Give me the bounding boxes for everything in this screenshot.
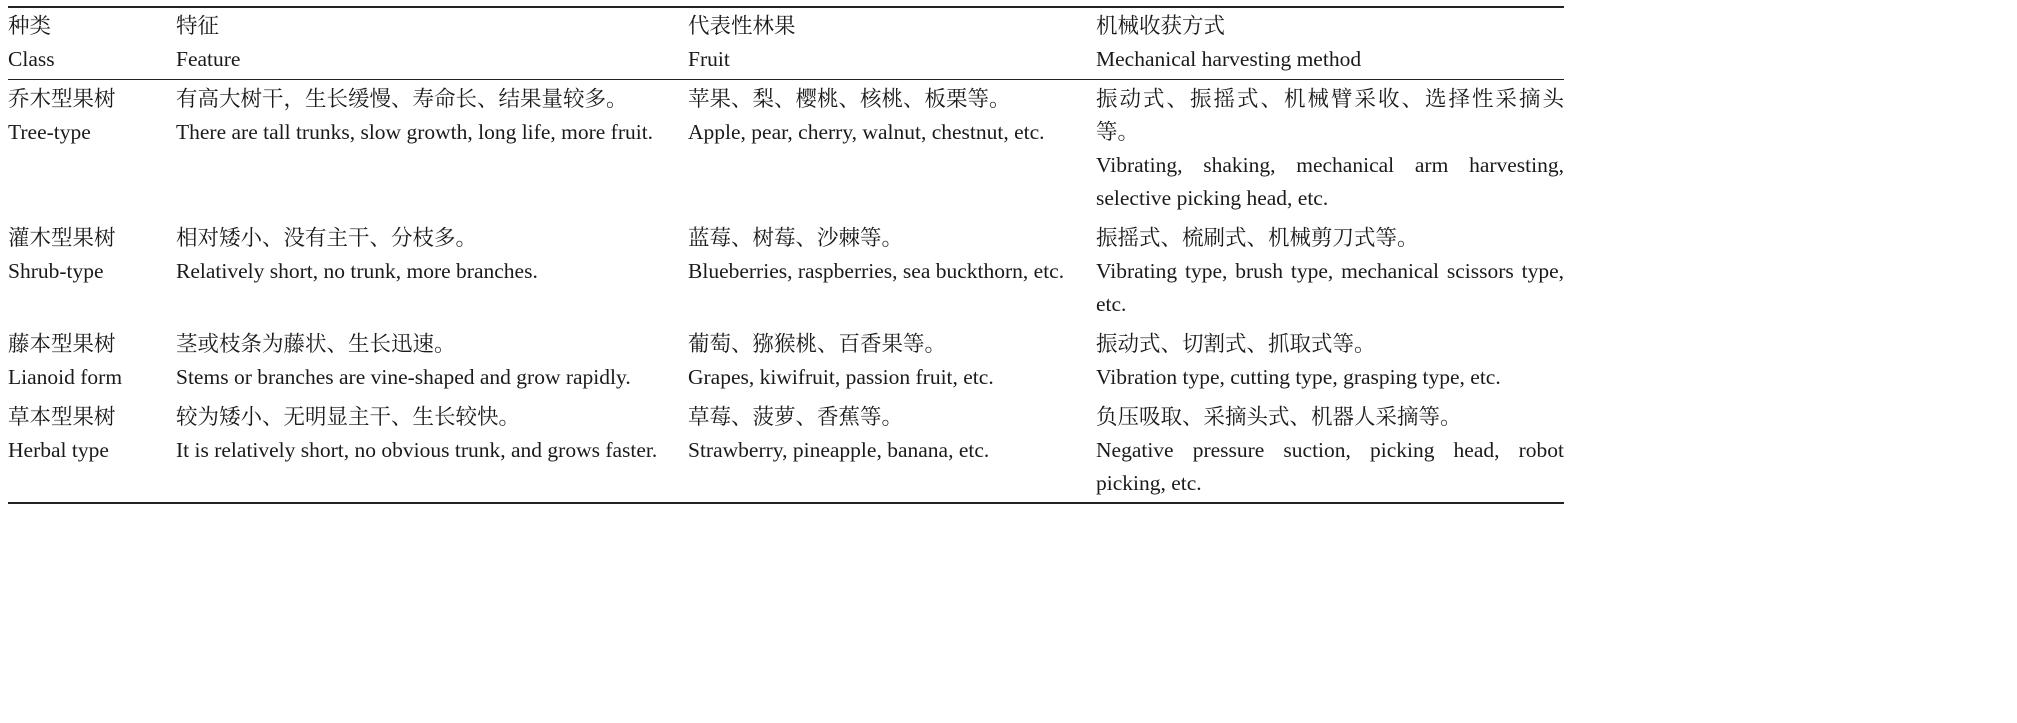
feature-cell: [176, 401, 688, 503]
class-en: Lianoid form: [8, 365, 123, 389]
method-cell: [1096, 328, 1564, 401]
header-feature-zh: 特征: [176, 14, 220, 39]
class-en: Shrub-type: [8, 259, 104, 283]
table-row: [8, 401, 1564, 503]
method-cell: [1096, 401, 1564, 503]
class-cell: [8, 401, 176, 503]
class-en: Tree-type: [8, 120, 91, 144]
feature-en: Stems or branches are vine-shaped and grow rapidly.: [176, 365, 631, 389]
fruit-cell: [688, 222, 1096, 328]
method-cell: [1096, 80, 1564, 223]
class-cell: [8, 222, 176, 328]
feature-en: Relatively short, no trunk, more branches.: [176, 259, 538, 283]
feature-cell: [176, 222, 688, 328]
method-cell: [1096, 222, 1564, 328]
method-en: Vibrating type, brush type, mechanical scissors type, etc.: [1096, 259, 1564, 316]
header-method-zh: 机械收获方式: [1096, 14, 1226, 39]
feature-zh: 茎或枝条为藤状、生长迅速。: [176, 332, 456, 357]
fruit-cell: [688, 328, 1096, 401]
feature-en: There are tall trunks, slow growth, long life, more fruit.: [176, 120, 654, 144]
feature-zh: 较为矮小、无明显主干、生长较快。: [176, 405, 521, 430]
header-class-en: Class: [8, 47, 55, 71]
method-zh: 振动式、振摇式、机械臂采收、选择性采摘头等。: [1096, 87, 1564, 145]
header-fruit-zh: 代表性林果: [688, 14, 796, 39]
header-feature-en: Feature: [176, 47, 241, 71]
feature-zh: 相对矮小、没有主干、分枝多。: [176, 226, 478, 251]
method-zh: 振摇式、梳刷式、机械剪刀式等。: [1096, 226, 1419, 251]
feature-en: It is relatively short, no obvious trunk, and grows faster.: [176, 438, 658, 462]
fruit-cell: [688, 80, 1096, 223]
fruit-en: Grapes, kiwifruit, passion fruit, etc.: [688, 365, 994, 389]
feature-zh: 有高大树干，生长缓慢、寿命长、结果量较多。: [176, 87, 628, 112]
harvesting-table: [8, 6, 1564, 504]
feature-cell: [176, 328, 688, 401]
class-cell: [8, 328, 176, 401]
fruit-en: Apple, pear, cherry, walnut, chestnut, etc.: [688, 120, 1045, 144]
header-feature: [176, 7, 688, 80]
fruit-en: Blueberries, raspberries, sea buckthorn, etc.: [688, 259, 1065, 283]
table-row: [8, 222, 1564, 328]
header-class: [8, 7, 176, 80]
table-row: [8, 328, 1564, 401]
fruit-zh: 苹果、梨、樱桃、核桃、板栗等。: [688, 87, 1011, 112]
class-zh: 灌木型果树: [8, 226, 116, 251]
table-row: [8, 80, 1564, 223]
feature-cell: [176, 80, 688, 223]
header-fruit-en: Fruit: [688, 47, 730, 71]
method-zh: 振动式、切割式、抓取式等。: [1096, 332, 1376, 357]
method-en: Vibrating, shaking, mechanical arm harvesting, selective picking head, etc.: [1096, 153, 1564, 210]
fruit-en: Strawberry, pineapple, banana, etc.: [688, 438, 990, 462]
method-en: Vibration type, cutting type, grasping type, etc.: [1096, 365, 1501, 389]
table-header: [8, 7, 1564, 80]
fruit-cell: [688, 401, 1096, 503]
method-zh: 负压吸取、采摘头式、机器人采摘等。: [1096, 405, 1462, 430]
method-en: Negative pressure suction, picking head, robot picking, etc.: [1096, 438, 1564, 495]
class-zh: 乔木型果树: [8, 87, 116, 112]
fruit-zh: 葡萄、猕猴桃、百香果等。: [688, 332, 947, 357]
header-fruit: [688, 7, 1096, 80]
class-zh: 藤本型果树: [8, 332, 116, 357]
class-zh: 草本型果树: [8, 405, 116, 430]
header-row: [8, 7, 1564, 80]
header-method-en: Mechanical harvesting method: [1096, 47, 1362, 71]
class-en: Herbal type: [8, 438, 109, 462]
table-body: [8, 80, 1564, 504]
class-cell: [8, 80, 176, 223]
header-class-zh: 种类: [8, 14, 52, 39]
header-method: [1096, 7, 1564, 80]
fruit-zh: 蓝莓、树莓、沙棘等。: [688, 226, 904, 251]
fruit-zh: 草莓、菠萝、香蕉等。: [688, 405, 904, 430]
